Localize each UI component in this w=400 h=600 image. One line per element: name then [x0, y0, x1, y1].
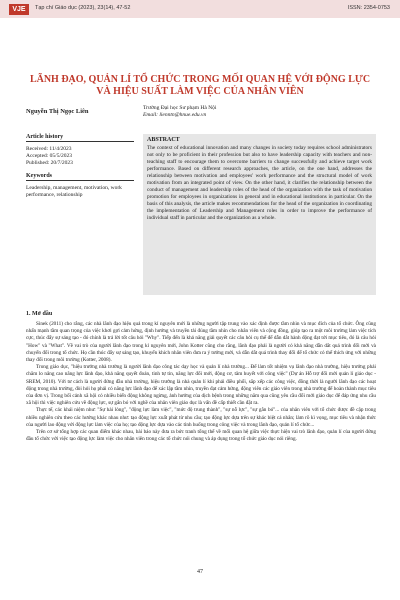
paragraph: Trên cơ sở tổng hợp các quan điểm khác nhau, bài báo này đưa ra bức tranh tổng thể về mối quan hệ giữa việc thực hiện vai trò lãnh đạo, quản lí của người đứng đầu tổ chức với việc tạo động lực làm việc cho nhân viên trong các tổ chức nói chung và áp dụng trong tổ chức giáo dục nói riêng. [26, 429, 376, 443]
accepted-date: Accepted: 05/5/2023 [26, 153, 72, 159]
author-affiliation-block [143, 105, 216, 119]
keywords-label: Keywords [26, 173, 52, 179]
paragraph: Sinek (2011) cho rằng, các nhà lãnh đạo hiệu quả trong kỉ nguyên mới là những người tập trung vào xác định được tầm nhìn và mục đích của tổ chức. Ông cũng nhấn mạnh tầm quan trọng của việc khơi gợi cảm hứng, định hướng và truyền tải đúng tầm nhìn cho nhân viên và cộng đồng, giúp tạo ra một môi trường làm việc tích cực, thúc đẩy sự sáng tạo - đó chính là trả lời tốt câu hỏi "Why". Tiếp đến là khả năng giải quyết các câu hỏi cụ thể để dẫn dắt hành động đạt tới mục tiêu, đó là câu hỏi "How" và "What". Về vai trò của người lãnh đạo trong kỉ nguyên mới, John Kotter cũng cho rằng, lãnh đạo phải là người có khả năng dẫn dắt quá trình đổi mới và chuyển đổi trong tổ chức. Họ cần thúc đẩy sự sáng tạo, khuyến khích nhân viên đưa ra ý tưởng mới, và dẫn dắt quá trình thay đổi để tổ chức có thể thích ứng với những thay đổi trong môi trường (Kotter, 2008). [26, 321, 376, 364]
journal-logo: VJE [9, 4, 29, 15]
divider [26, 141, 134, 142]
published-date: Published: 20/7/2023 [26, 160, 73, 166]
issn: ISSN: 2354-0753 [347, 5, 390, 11]
journal-citation: Tạp chí Giáo dục (2023), 23(14), 47-52 [35, 5, 131, 11]
divider [26, 180, 134, 181]
paragraph: Trong giáo dục, "hiệu trưởng nhà trường là người lãnh đạo công tác dạy học và quản lí nhà trường... Để làm tốt nhiệm vụ lãnh đạo nhà trường, hiệu trưởng phải chăm lo nâng cao năng lực lãnh đạo, khả năng quyết đoán, tinh tự tin, năng lực đổi mới, động cơ, tâm huyết với công việc" (Dự án Hỗ trợ đổi mới quản lí giáo dục - SREM, 2010). Với tư cách là người đứng đầu nhà trường, hiệu trưởng là nhà quản lí khi phải điều phối, sắp xếp các công việc, đồng thời là người lãnh đạo các hoạt động trong nhà trường, đòi hỏi họ phải có năng lực lãnh đạo để xác lập tầm nhìn, truyền đạt cảm hứng, động viên các giáo viên trong nhà trường để hoàn thành mục tiêu của đơn vị. Trong bối cảnh xã hội có nhiều biến động không ngừng, ảnh hưởng của dịch bệnh trong những năm qua cũng yêu cầu đổi mới giáo dục để đáp ứng nhu cầu xã hội thì việc nghiên cứu về động lực, sự gắn bó với nghề của nhân viên giáo dục là vấn đề cấp thiết cần đặt ra. [26, 364, 376, 407]
abstract-heading: ABSTRACT [147, 137, 180, 143]
affiliation: Trường Đại học Sư phạm Hà Nội [143, 105, 217, 111]
article-title [20, 74, 380, 98]
article-history-label: Article history [26, 134, 64, 140]
paragraph: Thực tế, các khái niệm như: "Sự hài lòng", "động lực làm việc", "mức độ trung thành", "sự nỗ lực", "sự gắn bó"... của nhân viên với tổ chức được đề cập trong nhiều nghiên cứu theo các hướng khác nhau như: tạo động lực xuất phát từ nhu cầu; tạo động lực dựa trên sự khác biệt cá nhân; làm rõ kì vọng, mục tiêu và nhận thức của người lao động với động lực làm việc của họ; tạo động lực dựa vào các tình huống trong công việc và trong lãnh đạo, quản lí tổ chức... [26, 407, 376, 428]
title-line: LÃNH ĐẠO, QUẢN LÍ TỔ CHỨC TRONG MỐI QUAN HỆ VỚI ĐỘNG LỰC [29, 74, 371, 85]
body-text [26, 321, 376, 443]
abstract-text: The context of educational innovation and many changes in society today requires school administrators not only to be proficient in their profession but also to have leadership capacity with teachers and non-teaching staff to encourage them to overcome barriers to change successfully and achieve target work performance. Based on different research approaches, the article, on the one hand, addresses the relationship between motivation and employees' work performance and the structural model of work motivation from an integrated point of view. On the other hand, it clarifies the relationship between the conduct of management and leadership roles of the head of the organization with the task of motivation promotion for employees in organizations in general and in educational institutions in particular. On the basis of this analysis, the article makes recommendations for the head of the organization in coordinating the implementation of Leadership and Management roles in order to improve the performance of individual staff in particular and the organization as a whole. [147, 145, 372, 221]
section-heading: 1. Mở đầu [26, 311, 53, 317]
page-number: 47 [197, 569, 203, 575]
author-email: Email: lienntn@hnue.edu.vn [143, 112, 207, 118]
title-line: VÀ HIỆU SUẤT LÀM VIỆC CỦA NHÂN VIÊN [96, 86, 304, 97]
received-date: Received: 11/4/2023 [26, 146, 72, 152]
article-history [26, 134, 134, 167]
keywords-text: Leadership, management, motivation, work performance, relationship [26, 185, 122, 198]
article-info-column [26, 134, 134, 205]
keywords [26, 173, 134, 199]
author-name: Nguyễn Thị Ngọc Liên [26, 108, 89, 115]
